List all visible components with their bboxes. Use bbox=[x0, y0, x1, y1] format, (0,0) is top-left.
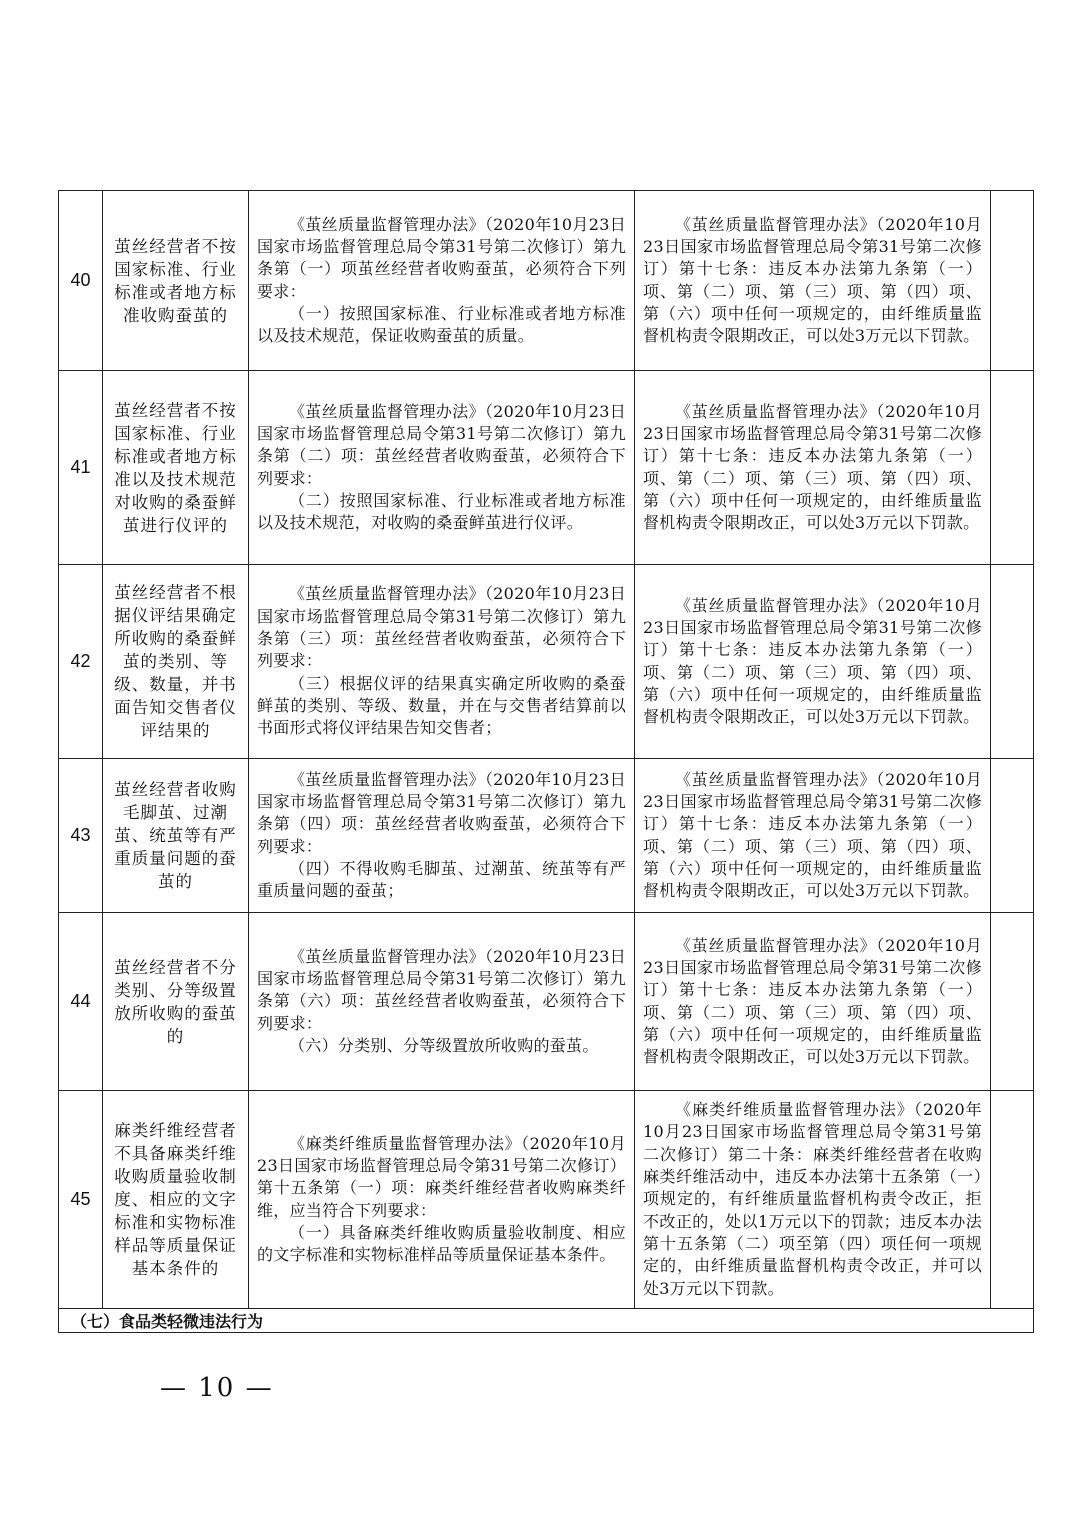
penalty-text: 《茧丝质量监督管理办法》（2020年10月23日国家市场监督管理总局令第31号第二次修订）第十七条：违反本办法第九条第（一）项、第（二）项、第（三）项、第（四）项、第（六）项中任何一项规定的，由纤维质量监督机构责令限期改正，可以处3万元以下罚款。 bbox=[643, 595, 982, 727]
violation-description: 麻类纤维经营者不具备麻类纤维收购质量验收制度、相应的文字标准和实物标准样品等质量保证基本条件的 bbox=[103, 1091, 249, 1309]
remarks-cell bbox=[991, 371, 1034, 565]
row-number: 42 bbox=[59, 565, 103, 759]
remarks-cell bbox=[991, 913, 1034, 1091]
penalty-provision bbox=[635, 565, 991, 759]
table-row bbox=[59, 191, 1034, 371]
page-number: — 10 — bbox=[160, 1373, 274, 1403]
legal-basis bbox=[249, 913, 635, 1091]
row-number: 41 bbox=[59, 371, 103, 565]
legal-basis-clause: （一）按照国家标准、行业标准或者地方标准以及技术规范，保证收购蚕茧的质量。 bbox=[257, 303, 626, 346]
section-heading: （七）食品类轻微违法行为 bbox=[59, 1309, 1034, 1333]
table-row bbox=[59, 759, 1034, 913]
remarks-cell bbox=[991, 759, 1034, 913]
penalty-text: 《茧丝质量监督管理办法》（2020年10月23日国家市场监督管理总局令第31号第二次修订）第十七条：违反本办法第九条第（一）项、第（二）项、第（三）项、第（四）项、第（六）项中任何一项规定的，由纤维质量监督机构责令限期改正，可以处3万元以下罚款。 bbox=[643, 935, 982, 1067]
section-heading-row bbox=[59, 1309, 1034, 1333]
table-row bbox=[59, 913, 1034, 1091]
penalty-text: 《茧丝质量监督管理办法》（2020年10月23日国家市场监督管理总局令第31号第二次修订）第十七条：违反本办法第九条第（一）项、第（二）项、第（三）项、第（四）项、第（六）项中任何一项规定的，由纤维质量监督机构责令限期改正，可以处3万元以下罚款。 bbox=[643, 401, 982, 533]
penalty-provision bbox=[635, 371, 991, 565]
legal-basis-clause: （一）具备麻类纤维收购质量验收制度、相应的文字标准和实物标准样品等质量保证基本条件。 bbox=[257, 1222, 626, 1265]
legal-basis-article: 《茧丝质量监督管理办法》（2020年10月23日国家市场监督管理总局令第31号第二次修订）第九条第（一）项茧丝经营者收购蚕茧，必须符合下列要求： bbox=[257, 214, 626, 301]
table-row bbox=[59, 1091, 1034, 1309]
remarks-cell bbox=[991, 565, 1034, 759]
penalty-provision bbox=[635, 759, 991, 913]
remarks-cell bbox=[991, 1091, 1034, 1309]
penalty-provision bbox=[635, 191, 991, 371]
legal-basis-clause: （四）不得收购毛脚茧、过潮茧、统茧等有严重质量问题的蚕茧； bbox=[257, 858, 626, 901]
row-number: 43 bbox=[59, 759, 103, 913]
penalty-text: 《茧丝质量监督管理办法》（2020年10月23日国家市场监督管理总局令第31号第二次修订）第十七条：违反本办法第九条第（一）项、第（二）项、第（三）项、第（四）项、第（六）项中任何一项规定的，由纤维质量监督机构责令限期改正，可以处3万元以下罚款。 bbox=[643, 769, 982, 901]
violation-description: 茧丝经营者不按国家标准、行业标准或者地方标准以及技术规范对收购的桑蚕鲜茧进行仪评的 bbox=[103, 371, 249, 565]
legal-basis bbox=[249, 759, 635, 913]
penalty-text: 《麻类纤维质量监督管理办法》（2020年10月23日国家市场监督管理总局令第31号第二次修订）第二十条：麻类纤维经营者在收购麻类纤维活动中，违反本办法第十五条第（一）项规定的，有纤维质量监督机构责令改正，拒不改正的，处以1万元以下的罚款；违反本办法第十五条第（二）项至第（四）项任何一项规定的，由纤维质量监督机构责令改正，并可以处3万元以下罚款。 bbox=[643, 1100, 982, 1298]
penalty-provision bbox=[635, 1091, 991, 1309]
penalty-provision bbox=[635, 913, 991, 1091]
violation-description: 茧丝经营者收购毛脚茧、过潮茧、统茧等有严重质量问题的蚕茧的 bbox=[103, 759, 249, 913]
legal-basis-article: 《茧丝质量监督管理办法》（2020年10月23日国家市场监督管理总局令第31号第二次修订）第九条第（六）项：茧丝经营者收购蚕茧，必须符合下列要求： bbox=[257, 946, 626, 1033]
legal-basis bbox=[249, 1091, 635, 1309]
legal-basis-clause: （二）按照国家标准、行业标准或者地方标准以及技术规范，对收购的桑蚕鲜茧进行仪评。 bbox=[257, 490, 626, 533]
row-number: 40 bbox=[59, 191, 103, 371]
legal-basis-clause: （六）分类别、分等级置放所收购的蚕茧。 bbox=[289, 1035, 599, 1055]
row-number: 45 bbox=[59, 1091, 103, 1309]
table-row bbox=[59, 565, 1034, 759]
legal-basis-article: 《茧丝质量监督管理办法》（2020年10月23日国家市场监督管理总局令第31号第二次修订）第九条第（四）项：茧丝经营者收购蚕茧，必须符合下列要求： bbox=[257, 769, 626, 856]
penalty-text: 《茧丝质量监督管理办法》（2020年10月23日国家市场监督管理总局令第31号第二次修订）第十七条：违反本办法第九条第（一）项、第（二）项、第（三）项、第（四）项、第（六）项中任何一项规定的，由纤维质量监督机构责令限期改正，可以处3万元以下罚款。 bbox=[643, 214, 982, 346]
legal-basis-article: 《茧丝质量监督管理办法》（2020年10月23日国家市场监督管理总局令第31号第二次修订）第九条第（二）项：茧丝经营者收购蚕茧，必须符合下列要求： bbox=[257, 401, 626, 488]
remarks-cell bbox=[991, 191, 1034, 371]
violations-table bbox=[58, 190, 1034, 1333]
violation-description: 茧丝经营者不根据仪评结果确定所收购的桑蚕鲜茧的类别、等级、数量，并书面告知交售者仪评结果的 bbox=[103, 565, 249, 759]
violation-description: 茧丝经营者不分类别、分等级置放所收购的蚕茧的 bbox=[103, 913, 249, 1091]
legal-basis bbox=[249, 565, 635, 759]
legal-basis-article: 《麻类纤维质量监督管理办法》（2020年10月23日国家市场监督管理总局令第31号第二次修订）第十五条第（一）项：麻类纤维经营者收购麻类纤维，应当符合下列要求： bbox=[257, 1133, 626, 1220]
legal-basis bbox=[249, 191, 635, 371]
legal-basis-clause: （三）根据仪评的结果真实确定所收购的桑蚕鲜茧的类别、等级、数量，并在与交售者结算前以书面形式将仪评结果告知交售者； bbox=[257, 673, 626, 738]
legal-basis bbox=[249, 371, 635, 565]
row-number: 44 bbox=[59, 913, 103, 1091]
violation-description: 茧丝经营者不按国家标准、行业标准或者地方标准收购蚕茧的 bbox=[103, 191, 249, 371]
table-row bbox=[59, 371, 1034, 565]
legal-basis-article: 《茧丝质量监督管理办法》（2020年10月23日国家市场监督管理总局令第31号第二次修订）第九条第（三）项：茧丝经营者收购蚕茧，必须符合下列要求： bbox=[257, 584, 626, 671]
